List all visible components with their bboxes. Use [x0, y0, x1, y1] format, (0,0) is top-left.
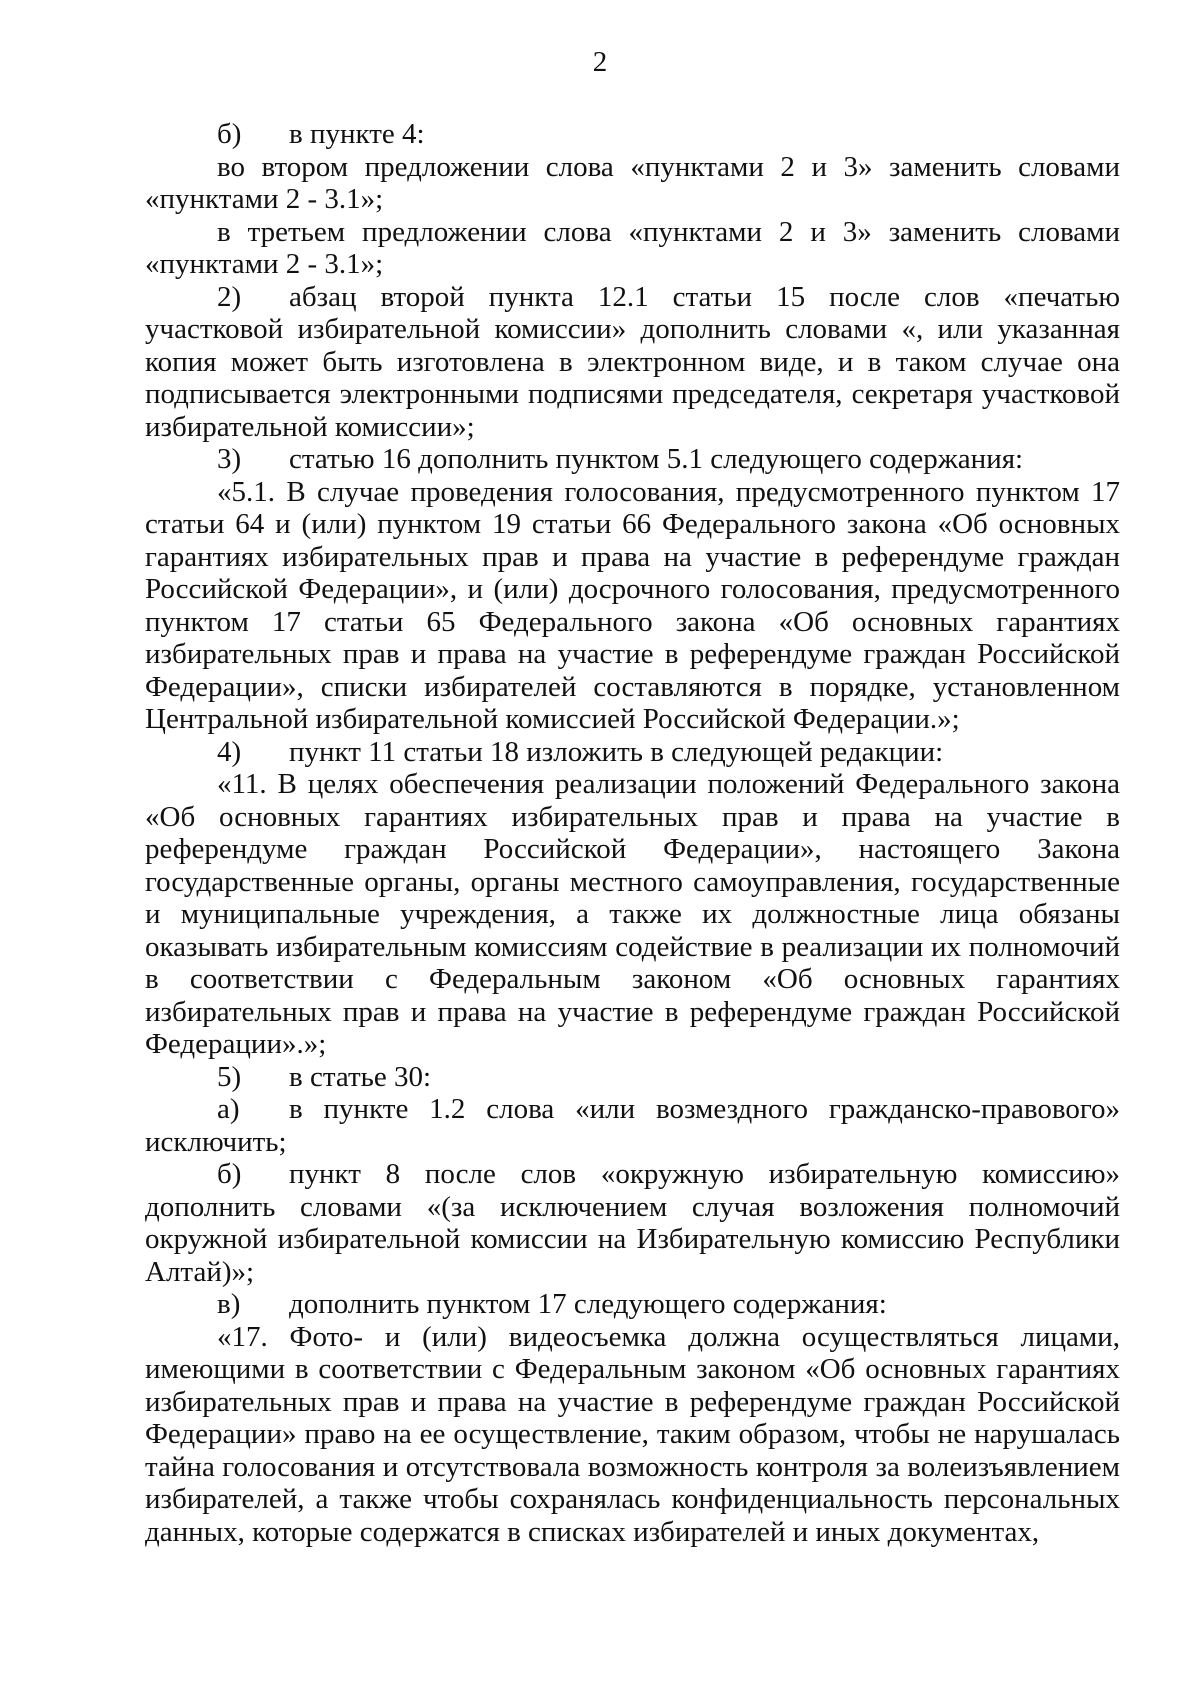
- paragraph-text: «17. Фото- и (или) видеосъемка должна осуществляться лицами, имеющими в соответствии с Федеральным законом «Об основных гарантиях избирательных прав и права на участие в референдуме граждан Российской Федерации» право на ее осуществление, таким образом, чтобы не нарушалась тайна голосования и отсутствовала возможность контроля за волеизъявлением избирателей, а также чтобы сохранялась конфиденциальность персональных данных, которые содержатся в списках избирателей и иных документах,: [145, 1320, 1120, 1548]
- paragraph-text: в статье 30:: [289, 1060, 432, 1093]
- paragraph-text: «5.1. В случае проведения голосования, предусмотренного пунктом 17 статьи 64 и (или) пунктом 19 статьи 66 Федерального закона «Об основных гарантиях избирательных прав и права на участие в референдуме граждан Российской Федерации», и (или) досрочного голосования, предусмотренного пунктом 17 статьи 65 Федерального закона «Об основных гарантиях избирательных прав и права на участие в референдуме граждан Российской Федерации», списки избирателей составляются в порядке, установленном Центральной избирательной комиссией Российской Федерации.»;: [145, 475, 1120, 735]
- list-marker: в): [217, 1288, 241, 1320]
- paragraph-text: в пункте 4:: [289, 118, 425, 150]
- paragraph: [145, 443, 1120, 476]
- paragraph-text: статью 16 дополнить пунктом 5.1 следующего содержания:: [289, 443, 1024, 475]
- list-marker: 3): [217, 443, 242, 475]
- paragraph: [145, 736, 1120, 769]
- paragraph: [145, 216, 1120, 281]
- list-marker: 4): [217, 735, 242, 768]
- paragraph: [145, 476, 1120, 736]
- paragraph: [145, 1093, 1120, 1158]
- list-marker: б): [217, 118, 242, 150]
- list-marker: 2): [217, 280, 242, 313]
- list-marker: 5): [217, 1060, 242, 1093]
- paragraph: [145, 1061, 1120, 1094]
- paragraph: [145, 118, 1120, 151]
- paragraph-text: во втором предложении слова «пунктами 2 и 3» заменить словами «пунктами 2 - 3.1»;: [145, 150, 1120, 215]
- paragraph: [145, 281, 1120, 444]
- paragraph: [145, 151, 1120, 216]
- paragraph-text: в третьем предложении слова «пунктами 2 и 3» заменить словами «пунктами 2 - 3.1»;: [145, 215, 1120, 280]
- paragraph: [145, 1158, 1120, 1288]
- paragraph-text: «11. В целях обеспечения реализации положений Федерального закона «Об основных гарантиях избирательных прав и права на участие в референдуме граждан Российской Федерации», настоящего Закона государственные органы, органы местного самоуправления, государственные и муниципальные учреждения, а также их должностные лица обязаны оказывать избирательным комиссиям содействие в реализации их полномочий в соответствии с Федеральным законом «Об основных гарантиях избирательных прав и права на участие в референдуме граждан Российской Федерации».»;: [145, 768, 1120, 1060]
- paragraph: [145, 768, 1120, 1061]
- paragraph-text: пункт 8 после слов «окружную избирательную комиссию» дополнить словами «(за исключением случая возложения полномочий окружной избирательной комиссии на Избирательную комиссию Республики Алтай)»;: [145, 1158, 1120, 1288]
- page-number: 2: [592, 46, 608, 78]
- document-body: [145, 118, 1120, 1548]
- paragraph-text: дополнить пунктом 17 следующего содержания:: [289, 1288, 887, 1320]
- paragraph-text: в пункте 1.2 слова «или возмездного гражданско-правового» исключить;: [145, 1093, 1120, 1158]
- paragraph: [145, 1288, 1120, 1321]
- paragraph-text: пункт 11 статьи 18 изложить в следующей редакции:: [289, 735, 944, 768]
- paragraph: [145, 1321, 1120, 1549]
- list-marker: а): [217, 1093, 240, 1125]
- list-marker: б): [217, 1158, 242, 1190]
- paragraph-text: абзац второй пункта 12.1 статьи 15 после слов «печатью участковой избирательной комиссии» дополнить словами «, или указанная копия может быть изготовлена в электронном виде, и в таком случае она подписывается электронными подписями председателя, секретаря участковой избирательной комиссии»;: [145, 280, 1120, 443]
